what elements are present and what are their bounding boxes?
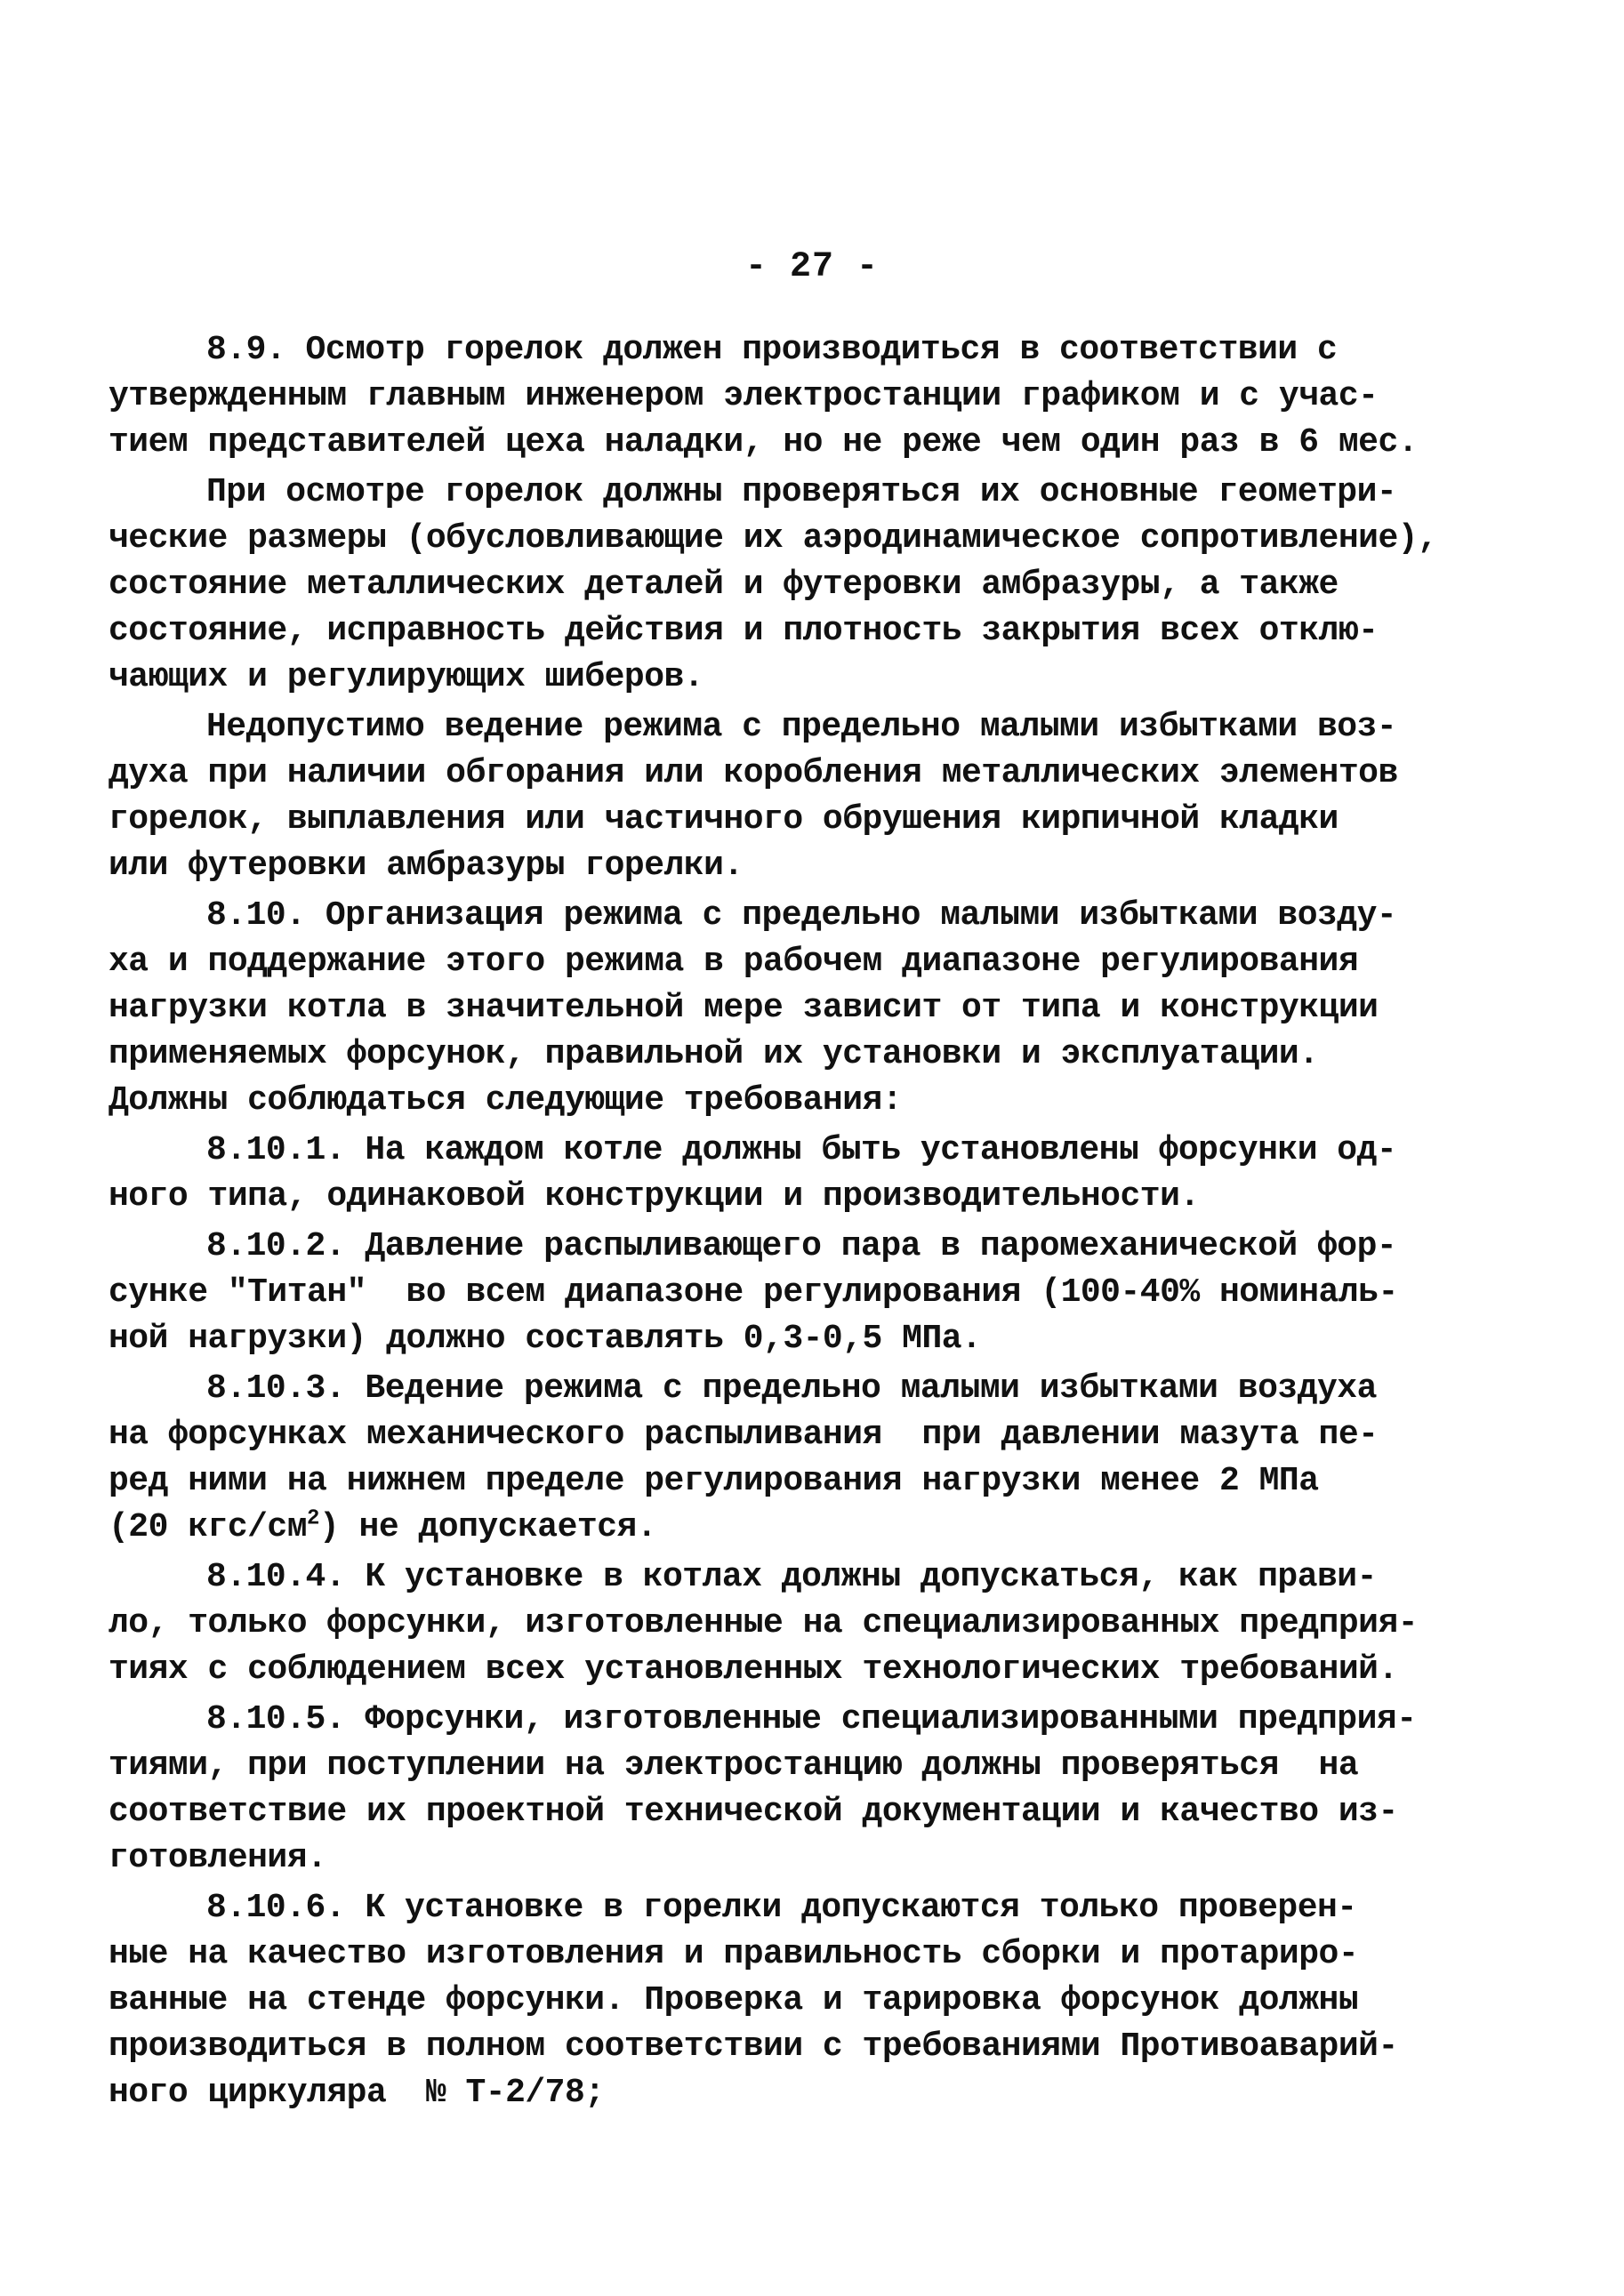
pressure-text: (20 кгс/см — [109, 1508, 308, 1546]
paragraph-line: 8.10.1. На каждом котле должны быть установлены форсунки од- — [206, 1131, 1397, 1169]
paragraph-line: ного типа, одинаковой конструкции и производительности. — [109, 1177, 1200, 1216]
paragraph-line: производиться в полном соответствии с требованиями Противоаварий- — [109, 2027, 1398, 2066]
paragraph-line: ло, только форсунки, изготовленные на специализированных предприя- — [109, 1604, 1419, 1642]
paragraph-line: 8.10.4. К установке в котлах должны допускаться, как прави- — [206, 1558, 1377, 1596]
paragraph-line: 8.9. Осмотр горелок должен производиться в соответствии с — [206, 331, 1338, 369]
paragraph-line: ческие размеры (обусловливающие их аэродинамическое сопротивление), — [109, 519, 1438, 558]
paragraph-line: 8.10.6. К установке в горелки допускаются только проверен- — [206, 1889, 1357, 1927]
paragraph-line: Должны соблюдаться следующие требования: — [109, 1081, 903, 1120]
body-text — [109, 327, 1438, 2116]
paragraph-line: состояние металлических деталей и футеровки амбразуры, а также — [109, 566, 1339, 604]
paragraph-line-with-superscript — [109, 1505, 1300, 1551]
paragraph-line: утвержденным главным инженером электростанции графиком и с учас- — [109, 377, 1379, 415]
paragraph-line: тием представителей цеха наладки, но не реже чем один раз в 6 мес. — [109, 423, 1419, 462]
paragraph-line: или футеровки амбразуры горелки. — [109, 847, 744, 885]
paragraph-line: ванные на стенде форсунки. Проверка и тарировка форсунок должны — [109, 1981, 1359, 2019]
paragraph-line: духа при наличии обгорания или коробления металлических элементов — [109, 754, 1398, 792]
paragraph-line: ха и поддержание этого режима в рабочем диапазоне регулирования — [109, 943, 1359, 981]
paragraph-line: ной нагрузки) должно составлять 0,3-0,5 МПа. — [109, 1320, 982, 1358]
paragraph-line: сунке "Титан" во всем диапазоне регулирования (100-40% номиналь- — [109, 1273, 1398, 1312]
superscript-exponent: 2 — [307, 1506, 319, 1531]
paragraph-line: При осмотре горелок должны проверяться их основные геометри- — [206, 473, 1397, 511]
paragraph-line: горелок, выплавления или частичного обрушения кирпичной кладки — [109, 800, 1339, 839]
paragraph-line: 8.10.2. Давление распыливающего пара в паромеханической фор- — [206, 1227, 1397, 1265]
paragraph-line: применяемых форсунок, правильной их установки и эксплуатации. — [109, 1035, 1319, 1073]
paragraph-line: тиях с соблюдением всех установленных технологических требований. — [109, 1650, 1398, 1689]
paragraph-line: тиями, при поступлении на электростанцию должны проверяться на — [109, 1746, 1359, 1785]
paragraph-line: 8.10.5. Форсунки, изготовленные специализированными предприя- — [206, 1700, 1417, 1738]
paragraph-line: Недопустимо ведение режима с предельно малыми избытками воз- — [206, 708, 1397, 746]
paragraph-line: 8.10. Организация режима с предельно малыми избытками возду- — [206, 896, 1397, 935]
paragraph-line: состояние, исправность действия и плотность закрытия всех отклю- — [109, 612, 1379, 650]
paragraph-line: ные на качество изготовления и правильность сборки и протариро- — [109, 1935, 1359, 1973]
pressure-text-end: ) не допускается. — [318, 1508, 657, 1546]
page-number: - 27 - — [744, 247, 880, 287]
paragraph-line: чающих и регулирующих шиберов. — [109, 658, 704, 696]
paragraph-line: соответствие их проектной технической документации и качество из- — [109, 1793, 1398, 1831]
paragraph-line: на форсунках механического распыливания при давлении мазута пе- — [109, 1416, 1379, 1454]
paragraph-line: готовления. — [109, 1839, 327, 1877]
paragraph-line: 8.10.3. Ведение режима с предельно малыми избытками воздуха — [206, 1369, 1377, 1408]
paragraph-line: ного циркуляра № Т-2/78; — [109, 2074, 605, 2112]
paragraph-line: ред ними на нижнем пределе регулирования нагрузки менее 2 МПа — [109, 1462, 1319, 1500]
paragraph-line: нагрузки котла в значительной мере зависит от типа и конструкции — [109, 989, 1379, 1027]
